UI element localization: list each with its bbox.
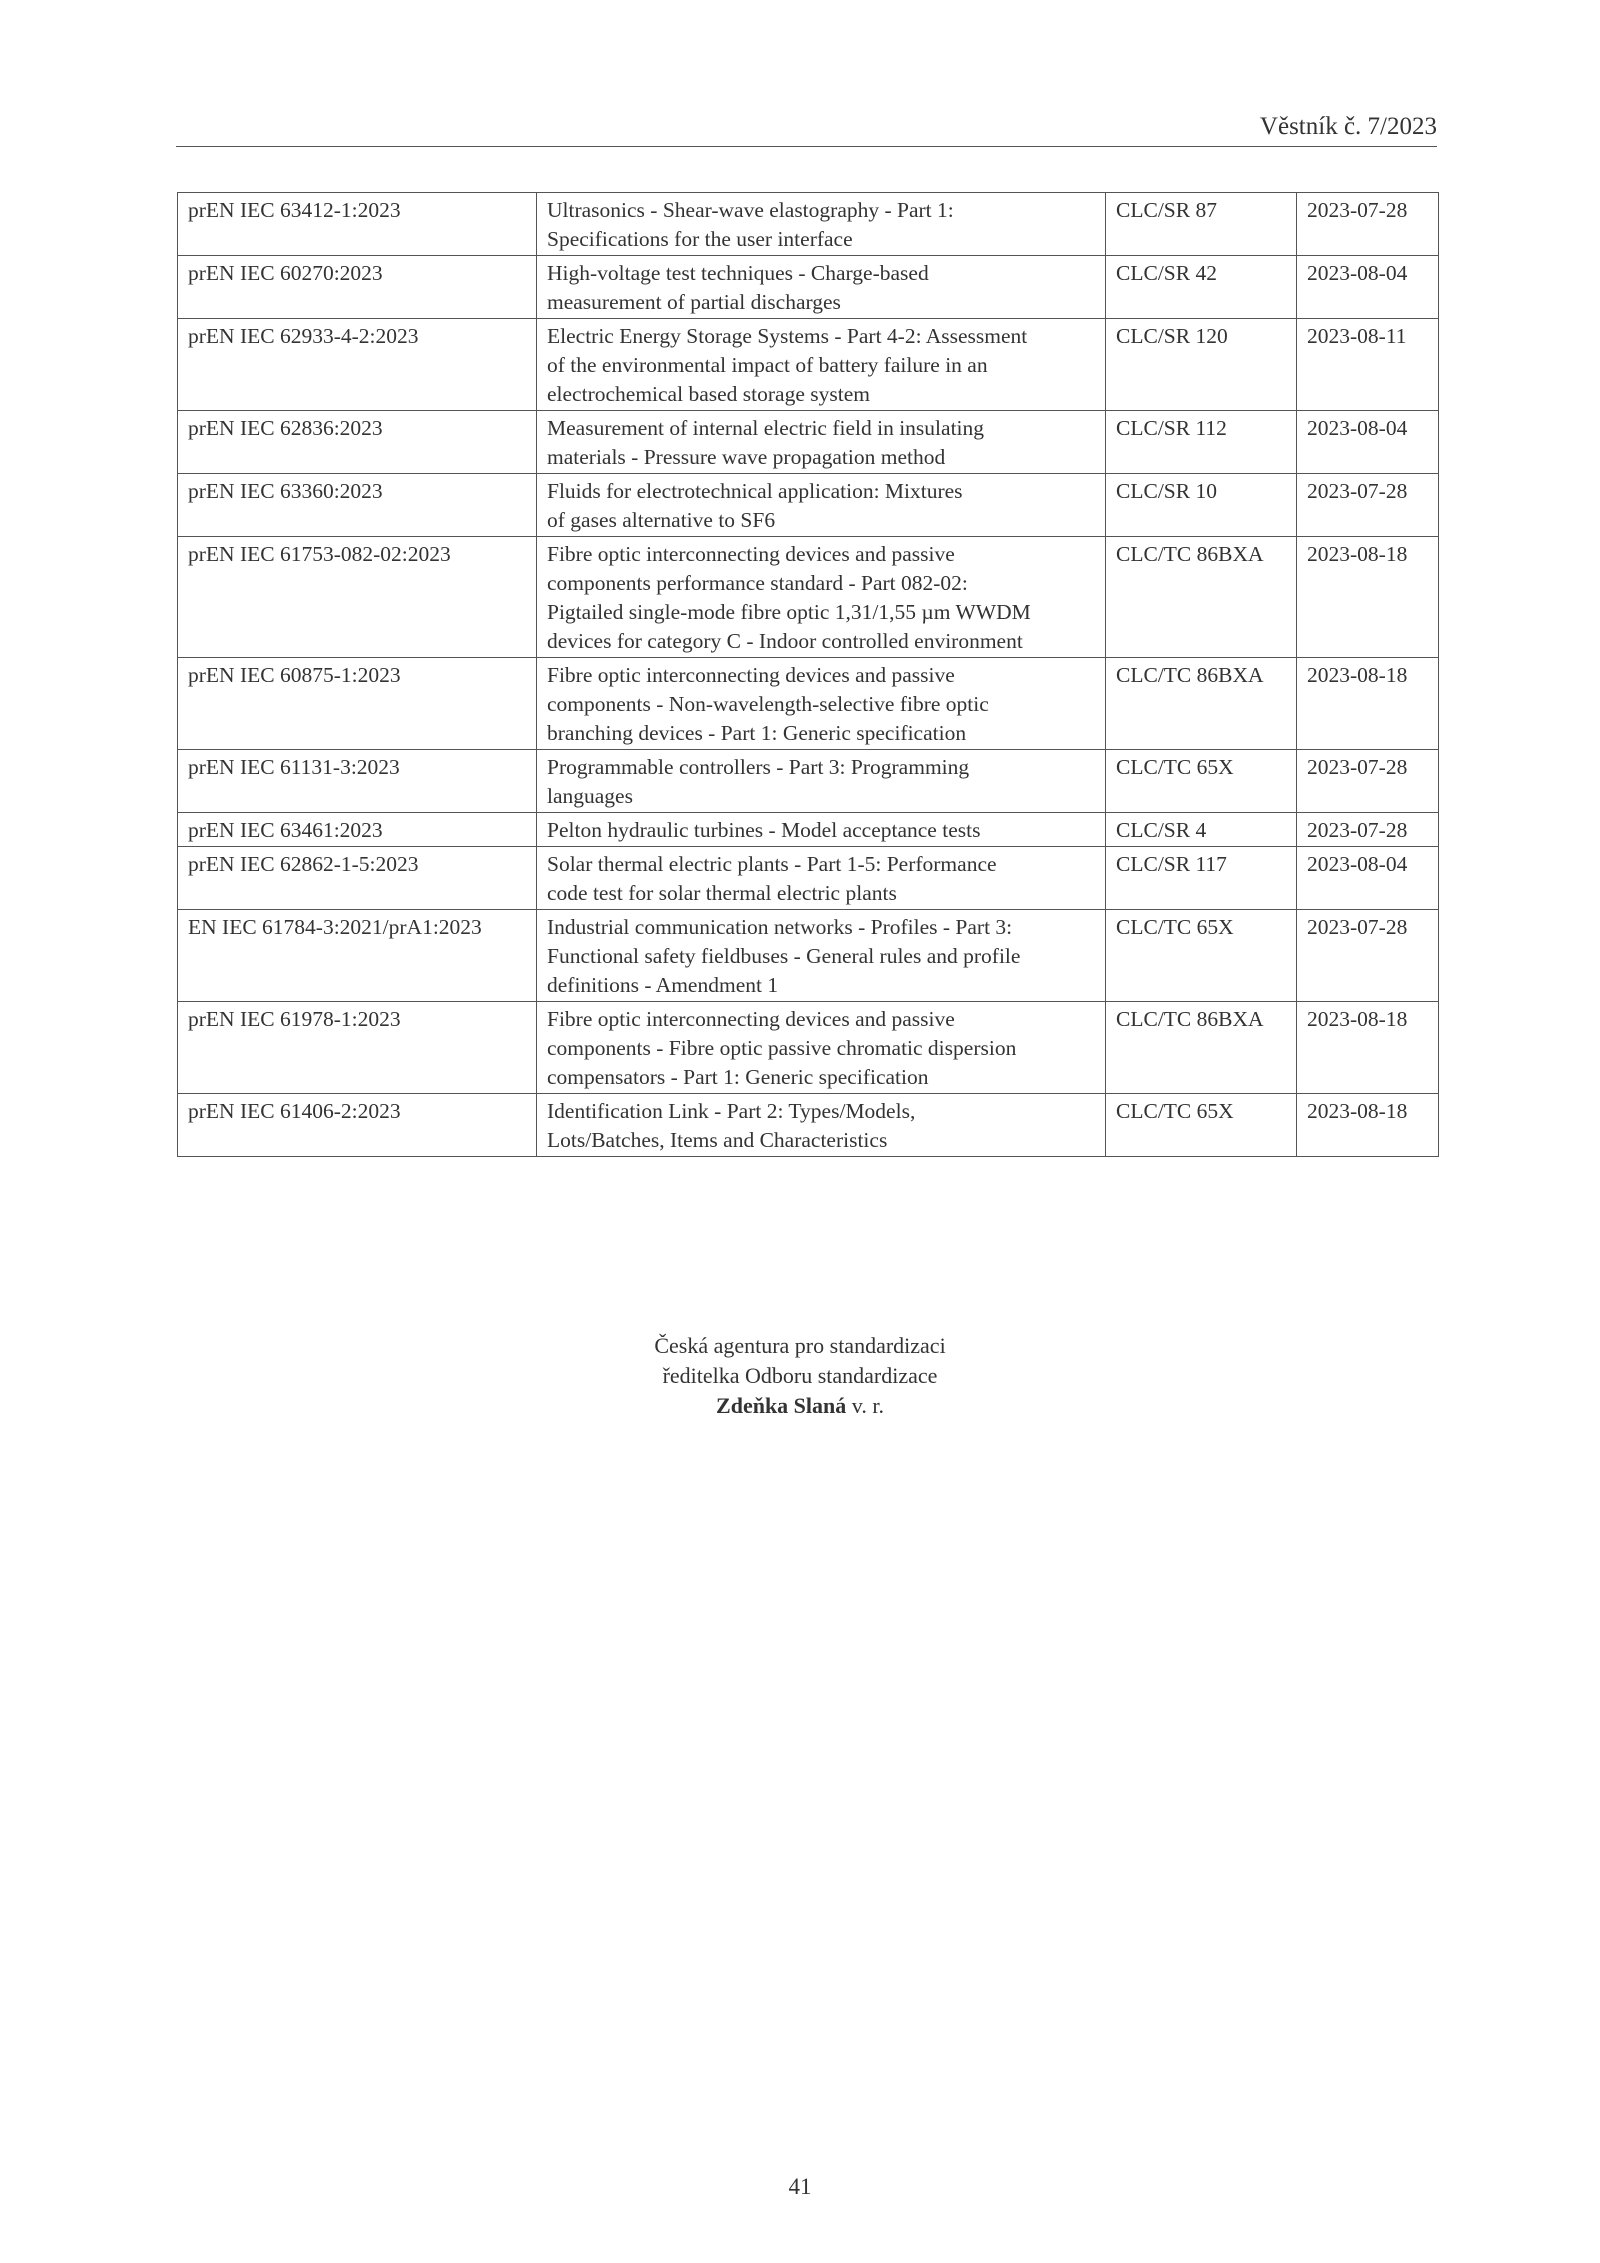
standard-code-cell: prEN IEC 61406-2:2023 — [178, 1094, 537, 1157]
date-cell: 2023-07-28 — [1297, 193, 1439, 256]
standard-code-cell: prEN IEC 62836:2023 — [178, 411, 537, 474]
table-row — [178, 411, 1439, 474]
signature-suffix: v. r. — [846, 1393, 884, 1418]
table-row — [178, 1002, 1439, 1094]
table-row — [178, 256, 1439, 319]
date-cell: 2023-08-18 — [1297, 1094, 1439, 1157]
standard-title-cell: Measurement of internal electric field in insulating materials - Pressure wave propagation method — [537, 411, 1106, 474]
table-row — [178, 847, 1439, 910]
standard-title-cell: Electric Energy Storage Systems - Part 4-2: Assessment of the environmental impact of battery failure in an electrochemical based storage system — [537, 319, 1106, 411]
bulletin-title: Věstník č. 7/2023 — [1259, 113, 1437, 140]
standard-code-cell: prEN IEC 61978-1:2023 — [178, 1002, 537, 1094]
date-cell: 2023-08-11 — [1297, 319, 1439, 411]
standard-title-cell: Fibre optic interconnecting devices and passive components - Non-wavelength-selective fibre optic branching devices - Part 1: Generic specification — [537, 658, 1106, 750]
committee-cell: CLC/SR 120 — [1106, 319, 1297, 411]
date-cell: 2023-08-04 — [1297, 256, 1439, 319]
standard-title-cell: Identification Link - Part 2: Types/Models, Lots/Batches, Items and Characteristics — [537, 1094, 1106, 1157]
standard-title-cell: Fibre optic interconnecting devices and passive components performance standard - Part 082-02: Pigtailed single-mode fibre optic 1,31/1,55 µm WWDM devices for category C - Indoor controlled environment — [537, 537, 1106, 658]
committee-cell: CLC/SR 10 — [1106, 474, 1297, 537]
standard-code-cell: prEN IEC 63461:2023 — [178, 813, 537, 847]
table-row — [178, 813, 1439, 847]
committee-cell: CLC/TC 86BXA — [1106, 658, 1297, 750]
date-cell: 2023-08-04 — [1297, 847, 1439, 910]
committee-cell: CLC/SR 4 — [1106, 813, 1297, 847]
standard-code-cell: prEN IEC 63412-1:2023 — [178, 193, 537, 256]
date-cell: 2023-07-28 — [1297, 474, 1439, 537]
table-row — [178, 750, 1439, 813]
date-cell: 2023-07-28 — [1297, 910, 1439, 1002]
committee-cell: CLC/SR 87 — [1106, 193, 1297, 256]
committee-cell: CLC/SR 112 — [1106, 411, 1297, 474]
date-cell: 2023-08-18 — [1297, 537, 1439, 658]
table-row — [178, 910, 1439, 1002]
standard-title-cell: Solar thermal electric plants - Part 1-5: Performance code test for solar thermal electric plants — [537, 847, 1106, 910]
standard-code-cell: EN IEC 61784-3:2021/prA1:2023 — [178, 910, 537, 1002]
date-cell: 2023-08-18 — [1297, 658, 1439, 750]
signature-position: ředitelka Odboru standardizace — [662, 1363, 938, 1388]
signature-name-line — [0, 1391, 1600, 1421]
page-header — [176, 112, 1437, 147]
table-row — [178, 658, 1439, 750]
committee-cell: CLC/TC 86BXA — [1106, 537, 1297, 658]
standard-title-cell: High-voltage test techniques - Charge-based measurement of partial discharges — [537, 256, 1106, 319]
signatory-name: Zdeňka Slaná — [716, 1393, 847, 1418]
standard-code-cell: prEN IEC 60270:2023 — [178, 256, 537, 319]
committee-cell: CLC/SR 42 — [1106, 256, 1297, 319]
standard-title-cell: Programmable controllers - Part 3: Programming languages — [537, 750, 1106, 813]
standards-table-body — [178, 193, 1439, 1157]
standard-title-cell: Fluids for electrotechnical application: Mixtures of gases alternative to SF6 — [537, 474, 1106, 537]
committee-cell: CLC/TC 65X — [1106, 1094, 1297, 1157]
date-cell: 2023-07-28 — [1297, 750, 1439, 813]
standard-title-cell: Pelton hydraulic turbines - Model acceptance tests — [537, 813, 1106, 847]
standard-code-cell: prEN IEC 61753-082-02:2023 — [178, 537, 537, 658]
committee-cell: CLC/SR 117 — [1106, 847, 1297, 910]
standard-title-cell: Fibre optic interconnecting devices and passive components - Fibre optic passive chromatic dispersion compensators - Part 1: Generic specification — [537, 1002, 1106, 1094]
table-row — [178, 474, 1439, 537]
standard-code-cell: prEN IEC 60875-1:2023 — [178, 658, 537, 750]
table-row — [178, 537, 1439, 658]
date-cell: 2023-08-18 — [1297, 1002, 1439, 1094]
standard-title-cell: Ultrasonics - Shear-wave elastography - Part 1: Specifications for the user interface — [537, 193, 1106, 256]
committee-cell: CLC/TC 86BXA — [1106, 1002, 1297, 1094]
standard-title-cell: Industrial communication networks - Profiles - Part 3: Functional safety fieldbuses - General rules and profile definitions - Amendment 1 — [537, 910, 1106, 1002]
committee-cell: CLC/TC 65X — [1106, 910, 1297, 1002]
table-row — [178, 319, 1439, 411]
standard-code-cell: prEN IEC 61131-3:2023 — [178, 750, 537, 813]
signature-block — [0, 1331, 1600, 1421]
table-row — [178, 193, 1439, 256]
date-cell: 2023-08-04 — [1297, 411, 1439, 474]
signature-organization: Česká agentura pro standardizaci — [654, 1333, 946, 1358]
standards-table — [177, 192, 1439, 1157]
date-cell: 2023-07-28 — [1297, 813, 1439, 847]
committee-cell: CLC/TC 65X — [1106, 750, 1297, 813]
standard-code-cell: prEN IEC 62862-1-5:2023 — [178, 847, 537, 910]
page-number: 41 — [788, 2174, 812, 2199]
standard-code-cell: prEN IEC 62933-4-2:2023 — [178, 319, 537, 411]
table-row — [178, 1094, 1439, 1157]
standard-code-cell: prEN IEC 63360:2023 — [178, 474, 537, 537]
